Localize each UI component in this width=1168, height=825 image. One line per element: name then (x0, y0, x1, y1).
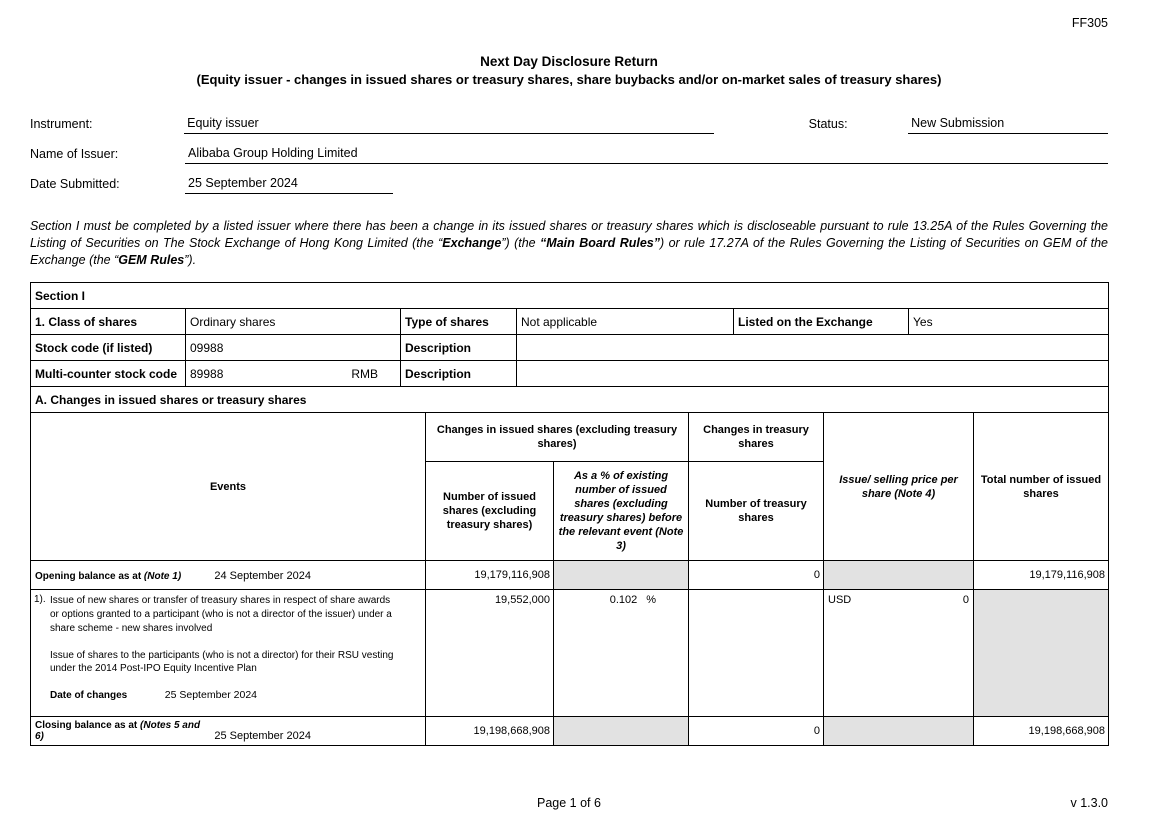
multi-description-value (517, 361, 1109, 387)
closing-total-shares: 19,198,668,908 (974, 717, 1109, 746)
stock-code-value: 09988 (186, 335, 401, 361)
closing-balance-label-cell (31, 717, 426, 746)
page-footer (30, 796, 1108, 810)
opening-balance-date: 24 September 2024 (214, 570, 311, 583)
multi-counter-row (31, 361, 1109, 387)
event1-date-label: Date of changes (50, 690, 128, 702)
opening-issued-shares: 19,179,116,908 (426, 561, 554, 590)
event1-date-line (50, 689, 421, 701)
changes-treasury-group-header: Changes in treasury shares (689, 413, 824, 462)
class-of-shares-value: Ordinary shares (186, 309, 401, 335)
section-a-header-row (31, 387, 1109, 413)
opening-balance-label: Opening balance as at (Note 1) (35, 571, 182, 583)
closing-balance-note: (Notes 5 and 6) (35, 720, 201, 743)
listed-on-exchange-value: Yes (909, 309, 1109, 335)
closing-treasury-shares: 0 (689, 717, 824, 746)
date-submitted-label: Date Submitted: (30, 177, 120, 191)
events-table (30, 412, 1109, 746)
closing-balance-date: 25 September 2024 (214, 730, 311, 743)
status-label: Status: (808, 117, 848, 131)
page-title: Next Day Disclosure Return (480, 54, 658, 69)
event1-pct-value: 0.102 (609, 594, 638, 607)
multi-counter-currency: RMB (351, 366, 378, 381)
opening-treasury-shares: 0 (689, 561, 824, 590)
multi-counter-value: 89988 (190, 366, 224, 381)
event1-treasury-cell-empty (689, 590, 824, 717)
class-of-shares-row (31, 309, 1109, 335)
version-number: v 1.3.0 (1070, 796, 1108, 811)
event1-price-cell (824, 590, 974, 717)
stock-code-label: Stock code (if listed) (31, 335, 186, 361)
event1-total-cell-shaded (974, 590, 1109, 717)
type-of-shares-label: Type of shares (401, 309, 517, 335)
multi-description-label: Description (401, 361, 517, 387)
num-issued-column-header: Number of issued shares (excluding treasury shares) (426, 462, 554, 561)
form-fields (30, 113, 1108, 194)
event1-issued-shares: 19,552,000 (426, 590, 554, 717)
form-code: FF305 (1071, 16, 1108, 30)
num-treasury-column-header: Number of treasury shares (689, 462, 824, 561)
opening-balance-label-cell (31, 561, 426, 590)
multi-counter-label: Multi-counter stock code (31, 361, 186, 387)
issuer-row (30, 143, 1108, 164)
opening-balance-note: (Note 1) (143, 571, 182, 583)
event1-price-currency: USD (828, 594, 852, 607)
title-block (30, 54, 1108, 87)
issuer-name-label: Name of Issuer: (30, 147, 119, 161)
section1-title: Section I (31, 283, 1109, 309)
opening-price-cell-shaded (824, 561, 974, 590)
event1-date-value: 25 September 2024 (164, 689, 258, 702)
events-column-header: Events (31, 413, 426, 561)
stock-code-row (31, 335, 1109, 361)
event1-description-cell (31, 590, 426, 717)
changes-issued-group-header: Changes in issued shares (excluding treasury shares) (426, 413, 689, 462)
event1-row (31, 590, 1109, 717)
closing-issued-shares: 19,198,668,908 (426, 717, 554, 746)
closing-pct-cell-shaded (554, 717, 689, 746)
instrument-row (30, 113, 1108, 134)
intro-paragraph: Section I must be completed by a listed issuer where there has been a change in its issued shares or treasury shares which is discloseable pursuant to rule 13.25A of the Rules Governing the Listing of Securities on The Stock Exchange of Hong Kong Limited (the “Exchange”) (the “Main Board Rules”) or rule 17.27A of the Rules Governing the Listing of Securities on GEM of the Exchange (the “GEM Rules”). (30, 219, 1109, 267)
stock-description-value (517, 335, 1109, 361)
issuer-name-value: Alibaba Group Holding Limited (185, 146, 1108, 164)
event1-description-1: Issue of new shares or transfer of treasury shares in respect of share awards or options granted to a participant (who is not a director of the issuer) under a share scheme - new shares involved (50, 595, 392, 634)
price-column-header: Issue/ selling price per share (Note 4) (824, 413, 974, 561)
opening-total-shares: 19,179,116,908 (974, 561, 1109, 590)
pct-existing-column-header: As a % of existing number of issued shares (excluding treasury shares) before the relevant event (Note 3) (554, 462, 689, 561)
status-value: New Submission (908, 116, 1108, 134)
opening-balance-row (31, 561, 1109, 590)
opening-pct-cell-shaded (554, 561, 689, 590)
event1-description-2: Issue of shares to the participants (who is not a director) for their RSU vesting under the 2014 Post-IPO Equity Incentive Plan (50, 649, 394, 675)
page-number: Page 1 of 6 (537, 796, 601, 811)
page-subtitle: (Equity issuer - changes in issued shares or treasury shares, share buybacks and/or on-market sales of treasury shares) (196, 72, 942, 87)
listed-on-exchange-label: Listed on the Exchange (734, 309, 909, 335)
event1-pct-cell (554, 590, 689, 717)
date-submitted-row (30, 173, 1108, 194)
total-column-header: Total number of issued shares (974, 413, 1109, 561)
closing-price-cell-shaded (824, 717, 974, 746)
date-submitted-value: 25 September 2024 (185, 176, 393, 194)
type-of-shares-value: Not applicable (517, 309, 734, 335)
section1-header-row (31, 283, 1109, 309)
class-of-shares-label: 1. Class of shares (31, 309, 186, 335)
instrument-label: Instrument: (30, 117, 93, 131)
event1-pct-unit: % (646, 594, 657, 607)
multi-counter-cell (186, 361, 401, 387)
event1-price-value: 0 (962, 594, 970, 607)
events-header-group-row (31, 413, 1109, 462)
event1-index: 1). (34, 594, 46, 606)
section-a-title: A. Changes in issued shares or treasury shares (31, 387, 1109, 413)
stock-description-label: Description (401, 335, 517, 361)
closing-balance-label: Closing balance as at (Notes 5 and 6) (35, 720, 201, 743)
closing-balance-row (31, 717, 1109, 746)
section1-table (30, 282, 1109, 413)
instrument-value: Equity issuer (184, 116, 714, 134)
